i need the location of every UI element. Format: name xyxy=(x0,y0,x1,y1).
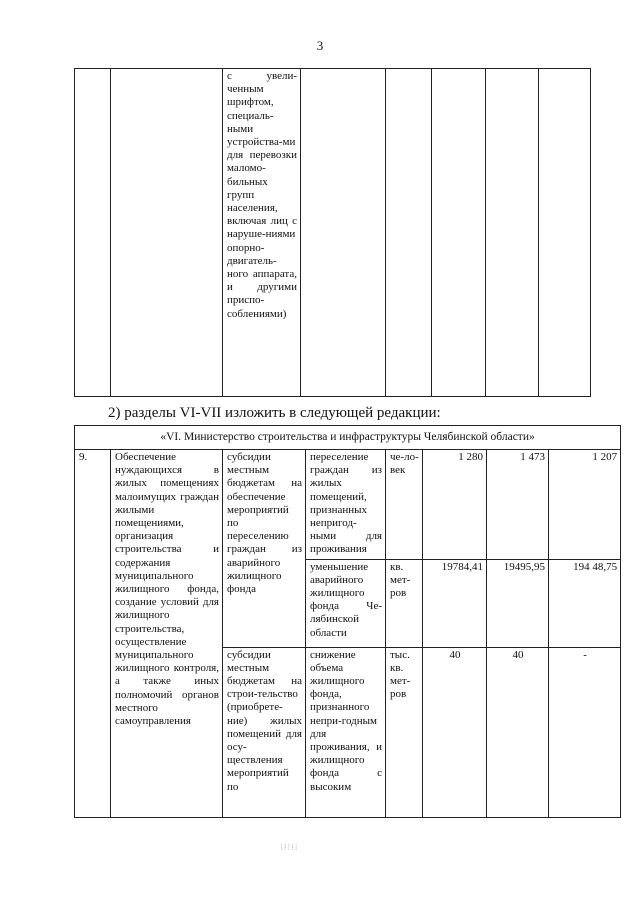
value-year-1: 40 xyxy=(423,647,487,817)
empty-cell xyxy=(75,69,111,397)
indicator-name: уменьшение аварийного жилищного фонда Че-лябинской области xyxy=(306,559,386,647)
ministry-table xyxy=(74,425,621,818)
value-year-2: 40 xyxy=(487,647,549,817)
continuation-table xyxy=(74,68,591,397)
row-number: 9. xyxy=(75,450,111,818)
page-number: 3 xyxy=(316,38,324,53)
value-year-1: 19784,41 xyxy=(423,559,487,647)
section-title: «VI. Министерство строительства и инфраструктуры Челябинской области» xyxy=(75,426,621,450)
empty-cell xyxy=(539,69,591,397)
value-year-3: 1 207 xyxy=(549,450,621,560)
indicator-unit: кв. мет-ров xyxy=(386,559,423,647)
empty-cell xyxy=(432,69,486,397)
empty-cell xyxy=(301,69,386,397)
description-text: с увели-ченным шрифтом, специаль-ными устройства-ми для перевозки маломо-бильных групп населения, включая лиц с наруше-ниями опорно-двигатель-ного аппарата, и другими приспо-соблениями) xyxy=(227,70,297,320)
section-heading: 2) разделы VI-VII изложить в следующей редакции: xyxy=(108,405,441,421)
value-year-3: 194 48,75 xyxy=(549,559,621,647)
indicator-name: переселение граждан из жилых помещений, признанных непригод-ными для проживания xyxy=(306,450,386,560)
value-year-2: 19495,95 xyxy=(487,559,549,647)
faint-stamp-mark: ⁝⁞⁝⁞⁝ xyxy=(280,842,299,852)
task-description: Обеспечение нуждающихся в жилых помещениях малоимущих граждан жилыми помещениями, организация строительства и содержания муниципального жилищного фонда, создание условий для жилищного строительства, осуществление муниципального жилищного контроля, а также иных полномочий органов местного самоуправления xyxy=(111,450,223,818)
empty-cell xyxy=(486,69,539,397)
value-year-3: - xyxy=(549,647,621,817)
indicator-name: снижение объема жилищного фонда, признанного непри-годным для проживания, и жилищного фонда с высоким xyxy=(306,647,386,817)
value-year-1: 1 280 xyxy=(423,450,487,560)
indicator-unit: тыс. кв. мет-ров xyxy=(386,647,423,817)
subsidy-title: субсидии местным бюджетам на обеспечение мероприятий по переселению граждан из аварийного жилищного фонда xyxy=(223,450,306,648)
empty-cell xyxy=(386,69,432,397)
subsidy-title: субсидии местным бюджетам на строи-тельство (приобрете-ние) жилых помещений для осу-ществления мероприятий по xyxy=(223,647,306,817)
description-cell xyxy=(223,69,301,397)
empty-cell xyxy=(111,69,223,397)
value-year-2: 1 473 xyxy=(487,450,549,560)
indicator-unit: че-ло-век xyxy=(386,450,423,560)
